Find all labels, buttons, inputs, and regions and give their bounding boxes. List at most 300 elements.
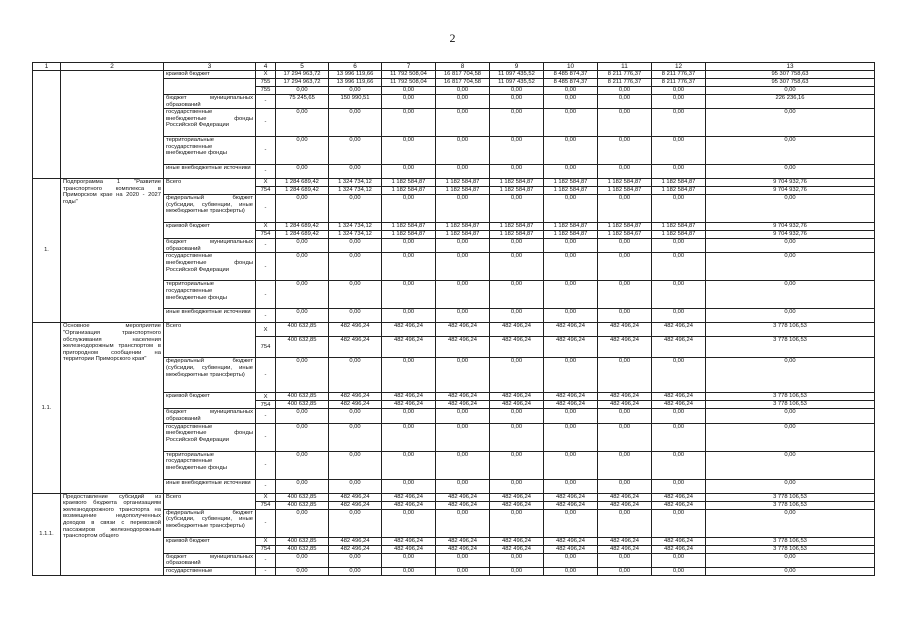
year-value: 0,00	[436, 409, 490, 423]
year-value: 0,00	[382, 87, 436, 95]
year-value: 0,00	[490, 253, 544, 281]
year-value: 482 496,24	[329, 393, 382, 401]
funding-source: федеральный бюджет (субсидии, субвенции, иные межбюджетные трансферты)	[164, 195, 256, 223]
year-value: 0,00	[490, 87, 544, 95]
year-value: 0,00	[544, 253, 598, 281]
year-value: 482 496,24	[436, 493, 490, 501]
year-value: 1 182 584,87	[490, 223, 544, 231]
funding-source: краевой бюджет	[164, 71, 256, 79]
page-number: 2	[449, 31, 456, 45]
year-value: 482 496,24	[598, 337, 652, 358]
year-value: 482 496,24	[652, 337, 706, 358]
year-value: 482 496,24	[598, 545, 652, 553]
year-value: 482 496,24	[490, 545, 544, 553]
year-value: 0,00	[329, 509, 382, 537]
year-value: 0,00	[382, 281, 436, 309]
budget-code: -	[256, 195, 276, 223]
year-value: 482 496,24	[382, 401, 436, 409]
year-value: 0,00	[276, 165, 329, 179]
year-value: 1 182 584,87	[436, 179, 490, 187]
year-value: 0,00	[276, 137, 329, 165]
budget-code: -	[256, 358, 276, 393]
year-value: 0,00	[490, 409, 544, 423]
col-header: 12	[652, 63, 706, 71]
year-value: 0,00	[490, 479, 544, 493]
year-value: 1 182 584,87	[544, 223, 598, 231]
year-value: 482 496,24	[329, 401, 382, 409]
table-row	[33, 71, 875, 79]
year-value: 482 496,24	[382, 501, 436, 509]
funding-source: Всего	[164, 323, 256, 358]
year-value: 0,00	[652, 165, 706, 179]
year-value: 0,00	[490, 239, 544, 253]
budget-code: -	[256, 109, 276, 137]
funding-source: бюджет муниципальных образований	[164, 95, 256, 109]
total-value: 0,00	[706, 239, 875, 253]
year-value: 0,00	[276, 109, 329, 137]
year-value: 482 496,24	[329, 537, 382, 545]
total-value: 0,00	[706, 281, 875, 309]
year-value: 0,00	[598, 87, 652, 95]
year-value: 0,00	[329, 451, 382, 479]
year-value: 1 182 584,87	[436, 223, 490, 231]
year-value: 0,00	[276, 309, 329, 323]
col-header: 1	[33, 63, 61, 71]
year-value: 482 496,24	[598, 323, 652, 337]
year-value: 1 182 584,87	[544, 179, 598, 187]
item-number: 1.1.1.	[33, 493, 61, 575]
col-header: 4	[256, 63, 276, 71]
col-header: 13	[706, 63, 875, 71]
year-value: 482 496,24	[598, 501, 652, 509]
budget-table	[32, 62, 875, 576]
year-value: 0,00	[382, 165, 436, 179]
year-value: 400 632,85	[276, 337, 329, 358]
funding-source: краевой бюджет	[164, 537, 256, 553]
year-value: 0,00	[652, 567, 706, 575]
budget-code: -	[256, 281, 276, 309]
year-value: 0,00	[544, 423, 598, 451]
year-value: 0,00	[652, 137, 706, 165]
col-header: 5	[276, 63, 329, 71]
budget-code: -	[256, 309, 276, 323]
year-value: 0,00	[652, 509, 706, 537]
budget-code: -	[256, 165, 276, 179]
year-value: 11 097 435,52	[490, 71, 544, 79]
budget-code: X	[256, 537, 276, 545]
year-value: 11 792 508,04	[382, 71, 436, 79]
budget-code: 754	[256, 401, 276, 409]
year-value: 11 792 508,04	[382, 79, 436, 87]
year-value: 0,00	[598, 253, 652, 281]
year-value: 482 496,24	[598, 401, 652, 409]
year-value: 482 496,24	[490, 323, 544, 337]
total-value: 9 704 932,76	[706, 231, 875, 239]
year-value: 0,00	[652, 479, 706, 493]
year-value: 482 496,24	[436, 537, 490, 545]
col-header: 9	[490, 63, 544, 71]
year-value: 0,00	[329, 567, 382, 575]
funding-source: территориальные государственные внебюджетные фонды	[164, 451, 256, 479]
item-number: 1.1.	[33, 323, 61, 493]
year-value: 0,00	[436, 165, 490, 179]
year-value: 0,00	[329, 281, 382, 309]
total-value: 0,00	[706, 479, 875, 493]
budget-code: X	[256, 179, 276, 187]
year-value: 0,00	[544, 239, 598, 253]
year-value: 0,00	[276, 479, 329, 493]
total-value: 3 778 106,53	[706, 537, 875, 545]
year-value: 482 496,24	[382, 537, 436, 545]
total-value: 3 778 106,53	[706, 545, 875, 553]
year-value: 0,00	[490, 567, 544, 575]
budget-code: 754	[256, 187, 276, 195]
year-value: 0,00	[490, 137, 544, 165]
year-value: 0,00	[436, 87, 490, 95]
year-value: 482 496,24	[598, 393, 652, 401]
budget-code: 755	[256, 87, 276, 95]
year-value: 0,00	[490, 165, 544, 179]
column-number-row	[33, 63, 875, 71]
table-row	[33, 179, 875, 187]
year-value: 482 496,24	[652, 393, 706, 401]
year-value: 1 284 689,42	[276, 231, 329, 239]
year-value: 482 496,24	[544, 337, 598, 358]
year-value: 0,00	[544, 479, 598, 493]
year-value: 0,00	[544, 309, 598, 323]
year-value: 0,00	[652, 109, 706, 137]
year-value: 17 294 963,72	[276, 71, 329, 79]
funding-source: иные внебюджетные источники	[164, 309, 256, 323]
year-value: 1 182 584,87	[436, 187, 490, 195]
year-value: 0,00	[382, 553, 436, 567]
year-value: 13 996 119,66	[329, 71, 382, 79]
funding-source	[164, 79, 256, 95]
year-value: 0,00	[598, 451, 652, 479]
funding-source: государственные внебюджетные фонды Российской Федерации	[164, 253, 256, 281]
year-value: 0,00	[652, 87, 706, 95]
year-value: 1 182 584,87	[598, 187, 652, 195]
budget-code: 754	[256, 501, 276, 509]
year-value: 482 496,24	[329, 545, 382, 553]
funding-source: Всего	[164, 493, 256, 509]
total-value: 3 778 106,53	[706, 401, 875, 409]
year-value: 1 284 689,42	[276, 179, 329, 187]
year-value: 482 496,24	[490, 493, 544, 501]
funding-source: государственные внебюджетные фонды Российской Федерации	[164, 109, 256, 137]
year-value: 0,00	[490, 553, 544, 567]
year-value: 1 182 584,87	[382, 187, 436, 195]
year-value: 17 294 963,72	[276, 79, 329, 87]
year-value: 0,00	[652, 239, 706, 253]
year-value: 150 990,51	[329, 95, 382, 109]
col-header: 11	[598, 63, 652, 71]
year-value: 400 632,85	[276, 493, 329, 501]
year-value: 0,00	[652, 253, 706, 281]
year-value: 0,00	[652, 451, 706, 479]
year-value: 1 284 689,42	[276, 223, 329, 231]
year-value: 0,00	[436, 109, 490, 137]
year-value: 0,00	[544, 567, 598, 575]
year-value: 0,00	[276, 195, 329, 223]
year-value: 0,00	[544, 451, 598, 479]
year-value: 482 496,24	[598, 493, 652, 501]
year-value: 0,00	[276, 553, 329, 567]
year-value: 8 211 776,37	[598, 71, 652, 79]
year-value: 0,00	[329, 479, 382, 493]
total-value: 0,00	[706, 87, 875, 95]
year-value: 1 324 734,12	[329, 223, 382, 231]
year-value: 75 245,65	[276, 95, 329, 109]
year-value: 0,00	[276, 509, 329, 537]
budget-code: X	[256, 71, 276, 79]
year-value: 0,00	[490, 509, 544, 537]
year-value: 0,00	[382, 509, 436, 537]
year-value: 482 496,24	[544, 401, 598, 409]
year-value: 1 182 584,87	[490, 179, 544, 187]
year-value: 482 496,24	[382, 545, 436, 553]
year-value: 482 496,24	[436, 337, 490, 358]
year-value: 0,00	[276, 239, 329, 253]
year-value: 482 496,24	[652, 501, 706, 509]
year-value: 0,00	[544, 87, 598, 95]
year-value: 400 632,85	[276, 401, 329, 409]
year-value: 0,00	[598, 281, 652, 309]
year-value: 16 817 704,58	[436, 71, 490, 79]
year-value: 8 485 874,37	[544, 71, 598, 79]
year-value: 482 496,24	[544, 501, 598, 509]
funding-source: иные внебюджетные источники	[164, 479, 256, 493]
funding-source: бюджет муниципальных образований	[164, 239, 256, 253]
year-value: 0,00	[598, 195, 652, 223]
year-value: 482 496,24	[382, 323, 436, 337]
year-value: 0,00	[544, 195, 598, 223]
year-value: 0,00	[329, 358, 382, 393]
total-value: 0,00	[706, 165, 875, 179]
year-value: 0,00	[598, 165, 652, 179]
year-value: 482 496,24	[382, 493, 436, 501]
table-row	[33, 493, 875, 501]
year-value: 0,00	[382, 239, 436, 253]
budget-code: 755	[256, 79, 276, 87]
year-value: 0,00	[436, 309, 490, 323]
year-value: 0,00	[382, 423, 436, 451]
year-value: 1 182 584,67	[598, 231, 652, 239]
budget-code: -	[256, 509, 276, 537]
year-value: 0,00	[544, 553, 598, 567]
col-header: 7	[382, 63, 436, 71]
year-value: 0,00	[382, 137, 436, 165]
col-header: 2	[61, 63, 164, 71]
year-value: 0,00	[544, 509, 598, 537]
year-value: 0,00	[490, 423, 544, 451]
year-value: 1 182 584,87	[652, 179, 706, 187]
year-value: 482 496,24	[652, 493, 706, 501]
year-value: 482 496,24	[544, 323, 598, 337]
year-value: 0,00	[490, 281, 544, 309]
year-value: 482 496,24	[436, 323, 490, 337]
year-value: 0,00	[490, 109, 544, 137]
year-value: 1 182 584,87	[652, 231, 706, 239]
year-value: 0,00	[382, 309, 436, 323]
year-value: 0,00	[598, 137, 652, 165]
year-value: 0,00	[652, 358, 706, 393]
year-value: 0,00	[382, 95, 436, 109]
year-value: 482 496,24	[490, 501, 544, 509]
year-value: 0,00	[652, 281, 706, 309]
budget-code: -	[256, 423, 276, 451]
year-value: 0,00	[276, 409, 329, 423]
year-value: 0,00	[436, 479, 490, 493]
year-value: 0,00	[329, 309, 382, 323]
year-value: 1 182 584,87	[382, 231, 436, 239]
year-value: 0,00	[598, 358, 652, 393]
funding-source: территориальные государственные внебюджетные фонды	[164, 137, 256, 165]
year-value: 1 182 584,87	[436, 231, 490, 239]
year-value: 0,00	[329, 87, 382, 95]
year-value: 1 182 584,87	[598, 179, 652, 187]
year-value: 1 182 584,87	[382, 223, 436, 231]
year-value: 0,00	[436, 95, 490, 109]
year-value: 0,00	[652, 195, 706, 223]
budget-code: -	[256, 137, 276, 165]
year-value: 482 496,24	[329, 337, 382, 358]
year-value: 0,00	[276, 87, 329, 95]
funding-source: иные внебюджетные источники	[164, 165, 256, 179]
total-value: 0,00	[706, 358, 875, 393]
funding-source: бюджет муниципальных образований	[164, 409, 256, 423]
funding-source: краевой бюджет	[164, 223, 256, 239]
year-value: 11 097 435,52	[490, 79, 544, 87]
funding-source: государственные	[164, 567, 256, 575]
total-value: 0,00	[706, 451, 875, 479]
program-name: Предоставление субсидий из краевого бюджета организациям железнодорожного транспорта на возмещение недополученных доходов в связи с перевозкой пассажиров железнодорожным транспортом общего	[61, 493, 164, 575]
budget-code: -	[256, 553, 276, 567]
total-value: 0,00	[706, 423, 875, 451]
year-value: 0,00	[329, 423, 382, 451]
year-value: 0,00	[276, 253, 329, 281]
funding-source: федеральный бюджет (субсидии, субвенции, иные межбюджетные трансферты)	[164, 358, 256, 393]
year-value: 0,00	[490, 309, 544, 323]
funding-source: государственные внебюджетные фонды Российской Федерации	[164, 423, 256, 451]
year-value: 0,00	[436, 358, 490, 393]
col-header: 6	[329, 63, 382, 71]
budget-code: X	[256, 323, 276, 337]
year-value: 16 817 704,58	[436, 79, 490, 87]
table-row	[33, 323, 875, 337]
year-value: 482 496,24	[436, 393, 490, 401]
budget-code: -	[256, 567, 276, 575]
budget-code: -	[256, 253, 276, 281]
year-value: 0,00	[276, 358, 329, 393]
year-value: 400 632,85	[276, 501, 329, 509]
year-value: 0,00	[544, 165, 598, 179]
year-value: 1 182 584,87	[490, 231, 544, 239]
total-value: 0,00	[706, 109, 875, 137]
year-value: 0,00	[382, 109, 436, 137]
budget-code: -	[256, 239, 276, 253]
year-value: 0,00	[544, 95, 598, 109]
year-value: 0,00	[652, 309, 706, 323]
item-number: 1.	[33, 179, 61, 323]
year-value: 0,00	[329, 253, 382, 281]
budget-code: -	[256, 451, 276, 479]
year-value: 482 496,24	[329, 323, 382, 337]
year-value: 482 496,24	[490, 337, 544, 358]
year-value: 482 496,24	[490, 393, 544, 401]
year-value: 0,00	[598, 309, 652, 323]
total-value: 3 778 106,53	[706, 493, 875, 501]
total-value: 0,00	[706, 567, 875, 575]
budget-code: X	[256, 393, 276, 401]
year-value: 8 211 776,37	[652, 71, 706, 79]
year-value: 0,00	[652, 95, 706, 109]
total-value: 0,00	[706, 309, 875, 323]
year-value: 0,00	[490, 95, 544, 109]
year-value: 482 496,24	[382, 393, 436, 401]
table-body	[33, 71, 875, 576]
year-value: 1 284 689,42	[276, 187, 329, 195]
year-value: 482 496,24	[490, 537, 544, 545]
year-value: 0,00	[544, 409, 598, 423]
total-value: 0,00	[706, 137, 875, 165]
budget-code: 754	[256, 231, 276, 239]
year-value: 0,00	[436, 509, 490, 537]
year-value: 482 496,24	[329, 501, 382, 509]
year-value: 1 182 584,87	[652, 187, 706, 195]
year-value: 0,00	[598, 95, 652, 109]
program-name	[61, 71, 164, 179]
year-value: 0,00	[598, 109, 652, 137]
budget-code: -	[256, 95, 276, 109]
year-value: 0,00	[544, 137, 598, 165]
total-value: 9 704 932,76	[706, 223, 875, 231]
year-value: 1 324 734,12	[329, 231, 382, 239]
year-value: 0,00	[382, 253, 436, 281]
year-value: 482 496,24	[652, 537, 706, 545]
year-value: 8 211 776,37	[598, 79, 652, 87]
col-header: 10	[544, 63, 598, 71]
funding-source: федеральный бюджет (субсидии, субвенции, иные межбюджетные трансферты)	[164, 509, 256, 537]
year-value: 0,00	[329, 553, 382, 567]
year-value: 13 996 119,66	[329, 79, 382, 87]
funding-source: бюджет муниципальных образований	[164, 553, 256, 567]
year-value: 0,00	[598, 553, 652, 567]
total-value: 0,00	[706, 195, 875, 223]
year-value: 0,00	[436, 239, 490, 253]
budget-code: -	[256, 479, 276, 493]
total-value: 3 778 106,53	[706, 323, 875, 337]
year-value: 400 632,85	[276, 323, 329, 337]
total-value: 0,00	[706, 509, 875, 537]
year-value: 400 632,85	[276, 537, 329, 545]
year-value: 0,00	[382, 567, 436, 575]
year-value: 482 496,24	[544, 545, 598, 553]
year-value: 482 496,24	[436, 501, 490, 509]
year-value: 0,00	[598, 509, 652, 537]
year-value: 0,00	[329, 195, 382, 223]
year-value: 1 182 584,87	[652, 223, 706, 231]
year-value: 0,00	[436, 281, 490, 309]
year-value: 8 211 776,37	[652, 79, 706, 87]
total-value: 3 778 106,53	[706, 501, 875, 509]
col-header: 3	[164, 63, 256, 71]
year-value: 1 324 734,12	[329, 179, 382, 187]
year-value: 1 182 584,87	[544, 187, 598, 195]
total-value: 226 236,16	[706, 95, 875, 109]
year-value: 482 496,24	[652, 545, 706, 553]
year-value: 0,00	[598, 423, 652, 451]
